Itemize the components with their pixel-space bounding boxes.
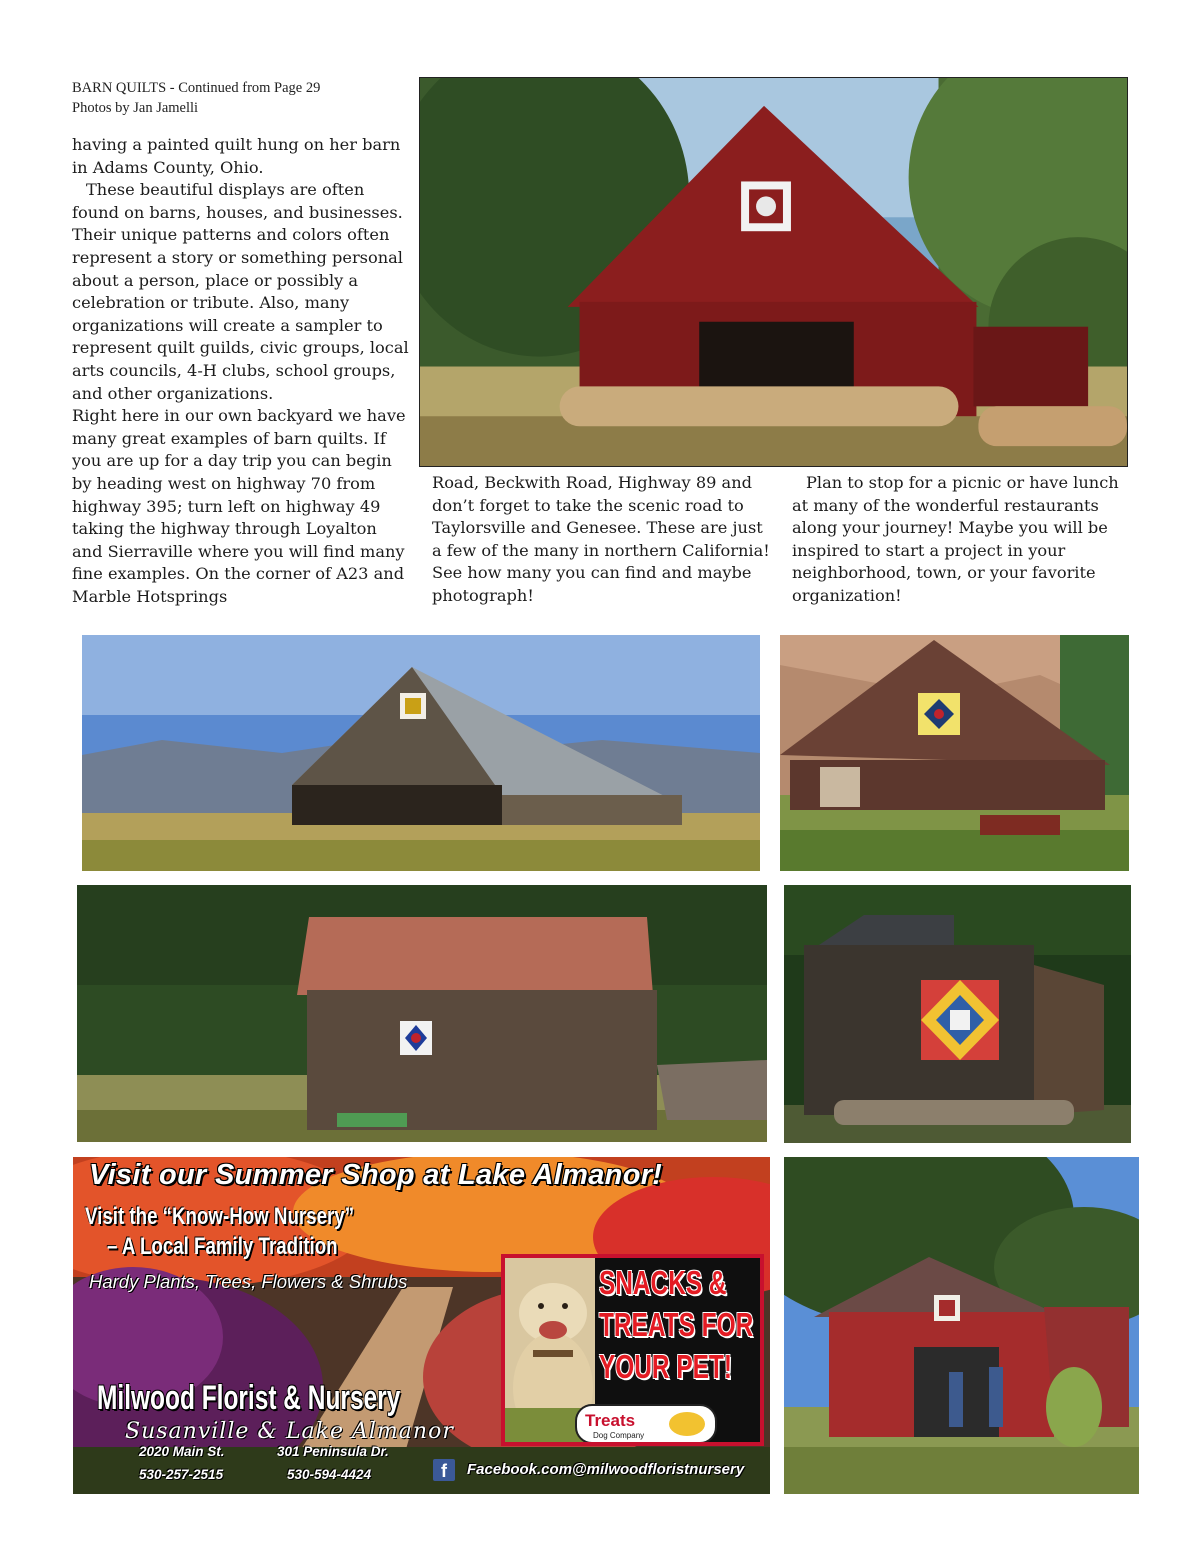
photo-barn-rusted-roof: [77, 885, 767, 1142]
address-lake-almanor: 301 Peninsula Dr.: [277, 1444, 389, 1459]
nursery-advertisement: [73, 1157, 770, 1494]
paragraph: Plan to stop for a picnic or have lunch at many of the wonderful restaurants along your journey! Maybe you will be inspired to start a project in your neighborhood, town, or your favorite organization!: [792, 473, 1119, 605]
photo-small-red-barn: [784, 1157, 1139, 1494]
treats-logo-sub: Dog Company: [593, 1431, 645, 1440]
business-name: Milwood Florist & Nursery: [97, 1379, 401, 1417]
facebook-icon: f: [433, 1459, 455, 1481]
address-susanville: 2020 Main St.: [139, 1444, 225, 1459]
paragraph: having a painted quilt hung on her barn in Adams County, Ohio.: [72, 135, 401, 177]
paragraph: Road, Beckwith Road, Highway 89 and don’t forget to take the scenic road to Taylorsville and Genesee. These are just a few of the many in northern California! See how many you can find and maybe photograph!: [432, 473, 770, 605]
treats-logo-text: Treats: [585, 1411, 636, 1430]
phone-susanville: 530-257-2515: [139, 1467, 224, 1482]
paragraph: These beautiful displays are often found on barns, houses, and businesses. Their unique patterns and colors often represent a story or something personal about a person, place or possibly a celebration or tribute. Also, many organizations will create a sampler to represent quilt guilds, civic groups, local arts councils, 4-H clubs, school groups, and other organizations.: [72, 180, 409, 403]
pet-treats-promo: [501, 1254, 764, 1446]
pet-promo-line: SNACKS &: [599, 1264, 727, 1301]
paragraph: Right here in our own backyard we have many great examples of barn quilts. If you are up for a day trip you can begin by heading west on highway 70 from highway 395; turn left on highway 49 taking the highway through Loyalton and Sierraville where you will find many fine examples. On the corner of A23 and Marble Hotsprings: [72, 406, 406, 606]
pet-promo-line: YOUR PET!: [599, 1348, 732, 1385]
pet-promo-line: TREATS FOR: [599, 1306, 754, 1343]
photo-red-barn: [419, 77, 1128, 467]
photo-credit: Photos by Jan Jamelli: [72, 100, 199, 116]
article-column-3: [792, 472, 1132, 608]
ad-headline: Visit our Summer Shop at Lake Almanor!: [89, 1159, 663, 1191]
article-column-2: [432, 472, 772, 608]
treats-dog-company-logo: [575, 1404, 717, 1444]
phone-lake-almanor: 530-594-4424: [287, 1467, 372, 1482]
photo-brown-barn-star-quilt: [780, 635, 1129, 871]
business-locations: Susanville & Lake Almanor: [125, 1419, 454, 1444]
article-header: [72, 78, 320, 118]
ad-subline: Hardy Plants, Trees, Flowers & Shrubs: [89, 1271, 408, 1292]
continued-note: BARN QUILTS - Continued from Page 29: [72, 80, 321, 96]
ad-tagline: Visit the “Know-How Nursery”: [85, 1203, 355, 1230]
photo-gray-barn-metal-roof: [82, 635, 760, 871]
article-column-1: [72, 134, 412, 608]
facebook-url: Facebook.com@milwoodfloristnursery: [467, 1461, 745, 1478]
ad-tagline-family: – A Local Family Tradition: [107, 1233, 338, 1260]
photo-dark-barn-flag-quilt: [784, 885, 1131, 1143]
